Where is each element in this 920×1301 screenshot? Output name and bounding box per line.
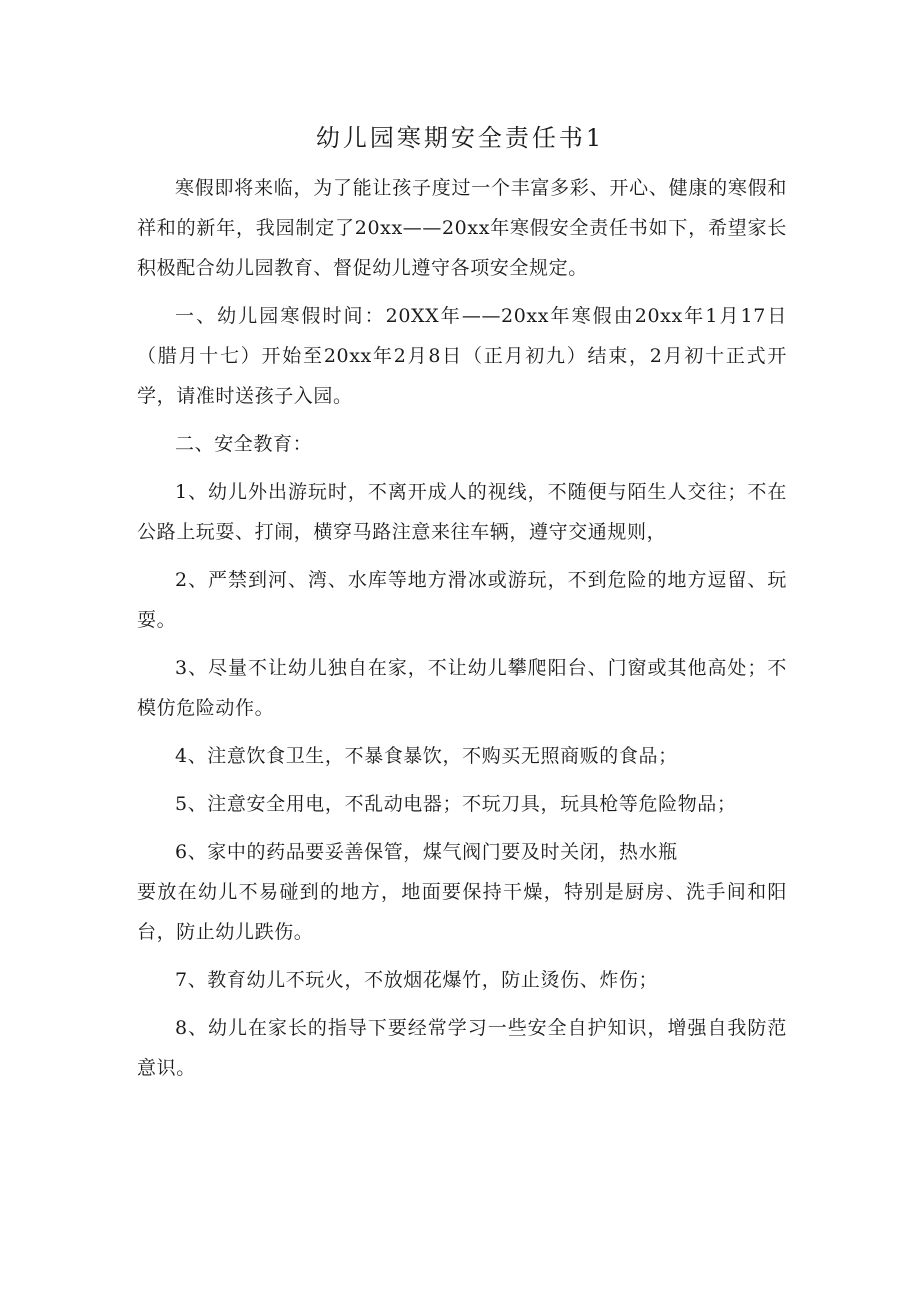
list-item-7: 7、教育幼儿不玩火，不放烟花爆竹，防止烫伤、炸伤；: [175, 969, 659, 991]
list-item-6-continued: 要放在幼儿不易碰到的地方，地面要保持干燥，特别是厨房、洗手间和阳台，防止幼儿跌伤。: [137, 881, 787, 943]
paragraph-intro: 寒假即将来临，为了能让孩子度过一个丰富多彩、开心、健康的寒假和祥和的新年，我园制定了20xx——20xx年寒假安全责任书如下，希望家长积极配合幼儿园教育、督促幼儿遵守各项安全规定。: [137, 177, 787, 279]
list-item-5: 5、注意安全用电，不乱动电器；不玩刀具，玩具枪等危险物品；: [175, 793, 737, 815]
paragraph-holiday-time: 一、幼儿园寒假时间：20XX年——20xx年寒假由20xx年1月17日（腊月十七）开始至20xx年2月8日（正月初九）结束，2月初十正式开学，请准时送孩子入园。: [137, 305, 787, 407]
list-item-6: 6、家中的药品要妥善保管，煤气阀门要及时关闭，热水瓶: [175, 841, 678, 863]
list-item-4: 4、注意饮食卫生，不暴食暴饮，不购买无照商贩的食品；: [175, 745, 678, 767]
list-item-8: 8、幼儿在家长的指导下要经常学习一些安全自护知识，增强自我防范意识。: [137, 1017, 787, 1079]
list-item-2: 2、严禁到河、湾、水库等地方滑冰或游玩，不到危险的地方逗留、玩耍。: [137, 569, 787, 631]
list-item-3: 3、尽量不让幼儿独自在家，不让幼儿攀爬阳台、门窗或其他高处；不模仿危险动作。: [137, 657, 787, 719]
list-item-1: 1、幼儿外出游玩时，不离开成人的视线，不随便与陌生人交往；不在公路上玩耍、打闹，横穿马路注意来往车辆，遵守交通规则，: [137, 481, 787, 543]
document-title: 幼儿园寒期安全责任书1: [315, 124, 605, 152]
section-heading-safety-education: 二、安全教育：: [175, 433, 313, 455]
document-body: [137, 168, 787, 1096]
